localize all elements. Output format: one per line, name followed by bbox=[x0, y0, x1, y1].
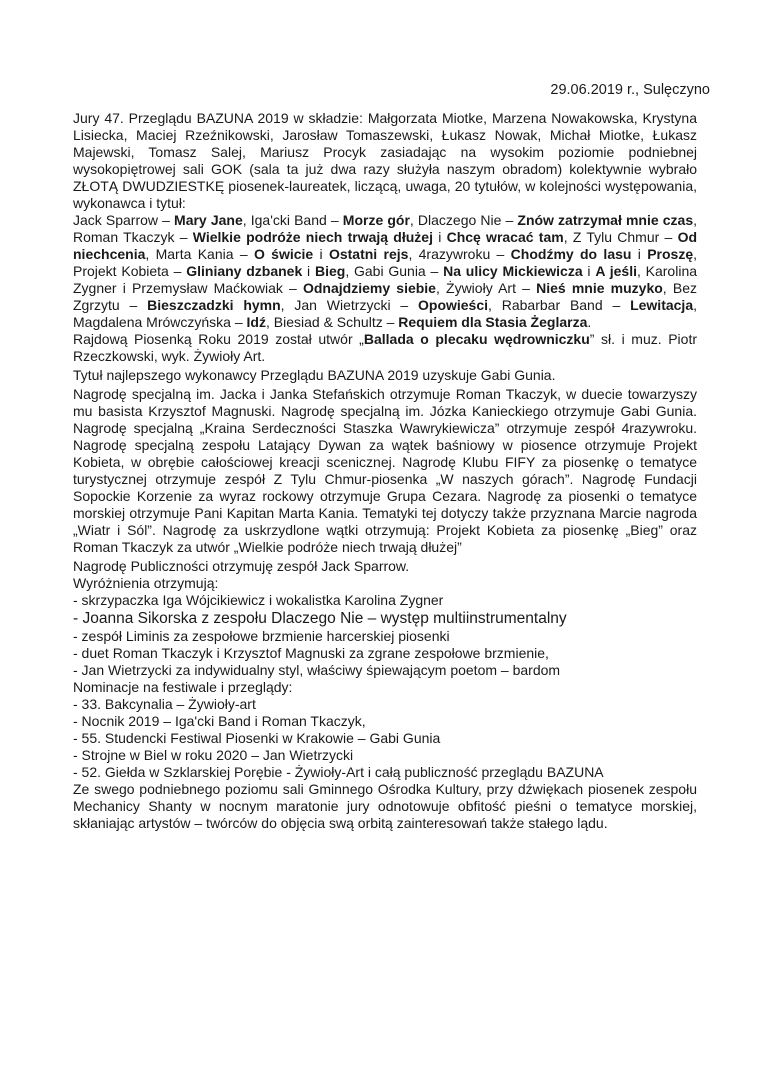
bold-title: Odnajdziemy siebie bbox=[302, 280, 436, 296]
audience-award: Nagrodę Publiczności otrzymuję zespół Jack Sparrow. bbox=[73, 558, 410, 574]
text-run: i bbox=[432, 229, 447, 245]
text-run: , Z Tylu Chmur – bbox=[563, 229, 678, 245]
distinctions-list bbox=[73, 592, 697, 679]
text-run: i bbox=[582, 263, 596, 279]
text-run: , Roman Tkaczyk – bbox=[73, 212, 697, 245]
jury-intro: Jury 47. Przeglądu BAZUNA 2019 w składzie: Małgorzata Miotke, Marzena Nowakowska, Krystyna Lisiecka, Maciej Rzeźnikowski, Jarosław Tomaszewski, Łukasz Nowak, Michał Miotke, Łukasz Majewski, Tomasz Salej, Mariusz Procyk zasiadając na wysokim poziomie podniebnej wysokopiętrowej sali GOK (sala ta już dwa razy służyła naszym obradom) kolektywnie wybrało ZŁOTĄ DWUDZIESTKĘ piosenek-laureatek, liczącą, uwaga, 20 tytułów, w kolejności występowania, wykonawca i tytuł: bbox=[73, 110, 697, 211]
text-run: , Dlaczego Nie – bbox=[409, 212, 518, 228]
text-run: i bbox=[631, 246, 648, 262]
laureates-list bbox=[73, 212, 697, 331]
nominations-list bbox=[73, 696, 697, 781]
text-run: , Gabi Gunia – bbox=[345, 263, 444, 279]
bold-title: O świcie bbox=[253, 246, 314, 262]
bold-title: Bieszczadzki hymn bbox=[147, 297, 281, 313]
bold-title: Idź bbox=[246, 314, 266, 330]
bold-title: Znów zatrzymał mnie czas bbox=[517, 212, 694, 228]
bold-title: Ballada o plecaku wędrowniczku bbox=[363, 331, 590, 347]
bold-title: Proszę bbox=[647, 246, 694, 262]
bold-title: Chodźmy do lasu bbox=[510, 246, 632, 262]
text-run: , Projekt Kobieta – bbox=[73, 246, 698, 279]
list-item: - 33. Bakcynalia – Żywioły-art bbox=[73, 696, 256, 712]
list-item: - 52. Giełda w Szklarskiej Porębie - Żywioły-Art i całą publiczność przeglądu BAZUNA bbox=[73, 764, 604, 780]
list-item: - Strojne w Biel w roku 2020 – Jan Wietrzycki bbox=[73, 747, 354, 763]
bold-title: Opowieści bbox=[418, 297, 489, 313]
bold-title: Od niechcenia bbox=[73, 229, 698, 262]
bold-title: Nieś mnie muzyko bbox=[536, 280, 663, 296]
bold-title: Requiem dla Stasia Żeglarza bbox=[398, 314, 588, 330]
bold-title: Wielkie podróże niech trwają dłużej bbox=[192, 229, 433, 245]
nominations-header: Nominacje na festiwale i przeglądy: bbox=[73, 679, 293, 695]
text-run: Jack Sparrow – bbox=[73, 212, 175, 228]
bold-title: Na ulicy Mickiewicza bbox=[443, 263, 583, 279]
bold-title: Ostatni rejs bbox=[328, 246, 409, 262]
list-item: - skrzypaczka Iga Wójcikiewicz i wokalistka Karolina Zygner bbox=[73, 592, 444, 608]
text-run: , Marta Kania – bbox=[145, 246, 254, 262]
date-place: 29.06.2019 r., Sulęczyno bbox=[550, 82, 710, 98]
special-awards: Nagrodę specjalną im. Jacka i Janka Stefańskich otrzymuje Roman Tkaczyk, w duecie towarzyszy mu basista Krzysztof Magnuski. Nagrodę specjalną im. Józka Kanieckiego otrzymuje Gabi Gunia. Nagrodę specjalną „Kraina Serdeczności Staszka Wawrykiewicza” otrzymuje zespół 4razywroku. Nagrodę specjalną zespołu Latający Dywan za wątek baśniowy w piosence otrzymuje Projekt Kobieta, w obrębie całościowej kreacji scenicznej. Nagrodę Klubu FIFY za piosenkę o tematyce turystycznej otrzymuje zespół Z Tylu Chmur-piosenka „W naszych górach”. Nagrodę Fundacji Sopockie Korzenie za wyraz rockowy otrzymuje Grupa Cezara. Nagrodę za piosenki o tematyce morskiej otrzymuje Pani Kapitan Marta Kania. Tematyki tej dotyczy także przyznana Marcie nagroda „Wiatr i Sól”. Nagrodę za uskrzydlone wątki otrzymują: Projekt Kobieta za piosenkę „Bieg” oraz Roman Tkaczyk za utwór „Wielkie podróże niech trwają dłużej” bbox=[73, 386, 697, 555]
document-body bbox=[73, 110, 697, 832]
text-run: Rajdową Piosenką Roku 2019 został utwór „ bbox=[73, 331, 364, 347]
text-run: , Biesiad & Schultz – bbox=[265, 314, 399, 330]
text-run: , Iga'cki Band – bbox=[242, 212, 343, 228]
bold-title: A jeśli bbox=[595, 263, 637, 279]
bold-title: Mary Jane bbox=[174, 212, 243, 228]
bold-title: Lewitacja bbox=[630, 297, 694, 313]
text-run: i bbox=[302, 263, 315, 279]
text-run: , Karolina Zygner i Przemysław Maćkowiak – bbox=[73, 263, 698, 296]
list-item: - duet Roman Tkaczyk i Krzysztof Magnuski za zgrane zespołowe brzmienie, bbox=[73, 645, 549, 661]
bold-title: Bieg bbox=[314, 263, 346, 279]
text-run: ” sł. i muz. Piotr Rzeczkowski, wyk. Żywioły Art. bbox=[73, 331, 698, 364]
list-item: - zespół Liminis za zespołowe brzmienie harcerskiej piosenki bbox=[73, 628, 450, 644]
list-item: - 55. Studencki Festiwal Piosenki w Krakowie – Gabi Gunia bbox=[73, 730, 441, 746]
list-item: - Nocnik 2019 – Iga'cki Band i Roman Tkaczyk, bbox=[73, 713, 366, 729]
text-run: , Bez Zgrzytu – bbox=[73, 280, 697, 313]
bold-title: Chcę wracać tam bbox=[446, 229, 564, 245]
text-run: , Magdalena Mrówczyńska – bbox=[73, 297, 697, 330]
closing-paragraph: Ze swego podniebnego poziomu sali Gminnego Ośrodka Kultury, przy dźwiękach piosenek zespołu Mechanicy Shanty w nocnym maratonie jury odnotowuje obfitość pieśni o tematyce morskiej, skłaniając artystów – twórców do objęcia swą orbitą zainteresowań także stałego lądu. bbox=[73, 781, 697, 831]
text-run: i bbox=[313, 246, 329, 262]
list-item: - Jan Wietrzycki za indywidualny styl, właściwy śpiewającym poetom – bardom bbox=[73, 662, 561, 678]
song-of-year bbox=[73, 331, 697, 365]
text-run: , Jan Wietrzycki – bbox=[280, 297, 418, 313]
best-performer: Tytuł najlepszego wykonawcy Przeglądu BAZUNA 2019 uzyskuje Gabi Gunia. bbox=[73, 367, 556, 383]
bold-title: Morze gór bbox=[342, 212, 410, 228]
text-run: , Żywioły Art – bbox=[435, 280, 537, 296]
bold-title: Gliniany dzbanek bbox=[186, 263, 303, 279]
text-run: , Rabarbar Band – bbox=[488, 297, 631, 313]
distinctions-header: Wyróżnienia otrzymują: bbox=[73, 575, 219, 591]
text-run: . bbox=[587, 314, 592, 330]
list-item: - Joanna Sikorska z zespołu Dlaczego Nie – występ multiinstrumentalny bbox=[73, 610, 567, 627]
text-run: , 4razywroku – bbox=[408, 246, 511, 262]
